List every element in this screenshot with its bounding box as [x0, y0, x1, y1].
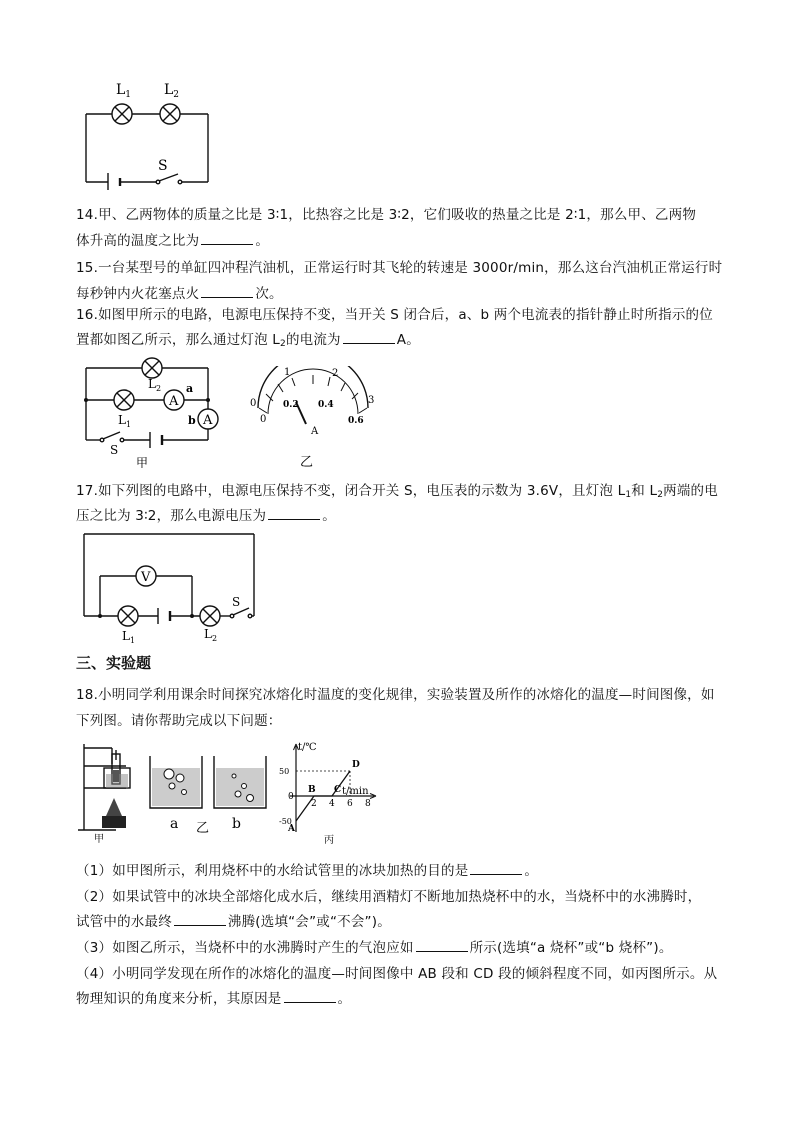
- ammeter-dial-q16-yi: [240, 366, 380, 476]
- x-tick-8: 8: [365, 799, 371, 809]
- point-label-a: A: [288, 824, 295, 834]
- y-tick-0: 0: [288, 792, 294, 802]
- meter-bottom-3: 0.6: [348, 416, 364, 426]
- question-17-line2: 压之比为 3∶2，那么电源电压为 。: [76, 508, 336, 524]
- lamp-l1-icon: [114, 390, 134, 410]
- meter-top-0: 0: [250, 398, 257, 409]
- meter-bottom-0: 0: [260, 414, 267, 425]
- lamp-l2-icon: [160, 104, 180, 124]
- switch-icon: [156, 174, 182, 184]
- question-18-part2-line2: 试管中的水最终 沸腾(选填“会”或“不会”)。: [76, 914, 391, 930]
- label-l2: $L_2$: [164, 82, 180, 100]
- y-tick-50: 50: [279, 767, 290, 776]
- question-16-line1: 16.如图甲所示的电路，电源电压保持不变，当开关 S 闭合后，a、b 两个电流表的指针静止时所指示的位: [76, 307, 713, 323]
- x-tick-4: 4: [329, 799, 335, 809]
- x-tick-2: 2: [311, 799, 317, 809]
- meter-top-2: 2: [332, 368, 339, 379]
- meter-bottom-1: 0.2: [283, 400, 299, 410]
- ammeter-b-symbol: A: [203, 413, 213, 428]
- switch-icon: [230, 608, 252, 618]
- label-beaker-a: a: [170, 816, 179, 832]
- point-label-d: D: [352, 760, 360, 770]
- beaker-b-icon: [214, 756, 266, 808]
- answer-blank-18-4[interactable]: [284, 989, 336, 1003]
- question-16-line2: 置都如图乙所示，那么通过灯泡 $L_2$的电流为 A。: [76, 332, 420, 349]
- question-18-part4-line1: （4）小明同学发现在所作的冰熔化的温度—时间图像中 AB 段和 CD 段的倾斜程度不同，如丙图所示。从: [76, 966, 718, 982]
- lamp-l1-icon: [118, 606, 138, 626]
- battery-icon: [150, 432, 162, 448]
- figure-label-yi: 乙: [196, 821, 210, 836]
- x-tick-6: 6: [347, 799, 353, 809]
- question-15-line2: 每秒钟内火花塞点火 次。: [76, 286, 283, 302]
- figure-label-jia: 甲: [94, 834, 104, 844]
- label-l1: $L_1$: [118, 413, 132, 429]
- beakers-figure-q18-yi: [144, 750, 274, 838]
- x-axis-label: t/min: [342, 786, 369, 797]
- question-15-line1: 15.一台某型号的单缸四冲程汽油机，正常运行时其飞轮的转速是 3000r/min，那么这台汽油机正常运行时: [76, 260, 723, 276]
- point-label-c: C: [334, 785, 342, 795]
- answer-blank-14[interactable]: [201, 231, 253, 245]
- label-l2: $L_2$: [148, 377, 162, 393]
- circuit-figure-q16-jia: [76, 350, 226, 468]
- meter-pointer-label: A: [311, 426, 319, 437]
- question-17-line1: 17.如下列图的电路中，电源电压保持不变，闭合开关 S，电压表的示数为 3.6V，且灯泡 $L_1$和 $L_2$两端的电: [76, 483, 718, 500]
- meter-bottom-2: 0.4: [318, 400, 334, 410]
- label-l2: $L_2$: [204, 627, 218, 643]
- question-14-line1: 14.甲、乙两物体的质量之比是 3∶1，比热容之比是 3∶2，它们吸收的热量之比是 2∶1，那么甲、乙两物: [76, 207, 697, 223]
- alcohol-lamp-icon: [102, 798, 126, 828]
- meter-top-1: 1: [284, 367, 291, 378]
- question-18-part3: （3）如图乙所示，当烧杯中的水沸腾时产生的气泡应如 所示(选填“a 烧杯”或“b 烧杯”)。: [76, 940, 673, 956]
- question-18-part2-line1: （2）如果试管中的冰块全部熔化成水后，继续用酒精灯不断地加热烧杯中的水，当烧杯中的水沸腾时，: [76, 889, 702, 905]
- lamp-l2-icon: [142, 358, 162, 378]
- point-label-b: B: [308, 785, 316, 795]
- label-b: b: [188, 414, 196, 427]
- label-s: S: [110, 443, 119, 457]
- section-title-experiment: 三、实验题: [76, 654, 152, 672]
- question-18-part4-line2: 物理知识的角度来分析，其原因是 。: [76, 991, 352, 1007]
- question-18-part1: （1）如甲图所示，利用烧杯中的水给试管里的冰块加热的目的是 。: [76, 863, 539, 879]
- figure-label-jia: 甲: [136, 456, 149, 468]
- battery-icon: [108, 173, 120, 190]
- apparatus-figure-q18-jia: [76, 740, 142, 844]
- beaker-a-icon: [150, 756, 202, 808]
- lamp-l1-icon: [112, 104, 132, 124]
- y-tick--50: -50: [279, 817, 292, 826]
- meter-top-3: 3: [368, 395, 375, 406]
- answer-blank-16[interactable]: [343, 330, 395, 344]
- label-l1: $L_1$: [122, 629, 136, 645]
- y-axis-label: t/℃: [298, 742, 317, 753]
- question-18-line2: 下列图。请你帮助完成以下问题：: [76, 713, 282, 729]
- answer-blank-15[interactable]: [201, 284, 253, 298]
- figure-label-bing: 丙: [324, 835, 334, 846]
- label-l1: $L_1$: [116, 82, 132, 100]
- label-beaker-b: b: [232, 816, 241, 832]
- answer-blank-18-3[interactable]: [416, 938, 468, 952]
- switch-icon: [100, 432, 124, 442]
- battery-icon: [158, 608, 170, 624]
- label-s: S: [158, 158, 168, 174]
- question-18-line1: 18.小明同学利用课余时间探究冰熔化时温度的变化规律，实验装置及所作的冰熔化的温度—时间图像，如: [76, 687, 715, 703]
- circuit-figure-q17: [76, 528, 266, 646]
- answer-blank-18-1[interactable]: [470, 861, 522, 875]
- temperature-time-chart: [278, 740, 378, 846]
- lamp-l2-icon: [200, 606, 220, 626]
- ammeter-a-symbol: A: [169, 394, 179, 409]
- answer-blank-18-2[interactable]: [174, 912, 226, 926]
- answer-blank-17[interactable]: [268, 506, 320, 520]
- label-a: a: [186, 382, 194, 395]
- question-14-line2: 体升高的温度之比为 。: [76, 233, 270, 249]
- figure-label-yi: 乙: [300, 455, 314, 470]
- label-s: S: [232, 595, 241, 609]
- voltmeter-symbol: V: [141, 570, 151, 585]
- circuit-figure-q13: [76, 78, 226, 190]
